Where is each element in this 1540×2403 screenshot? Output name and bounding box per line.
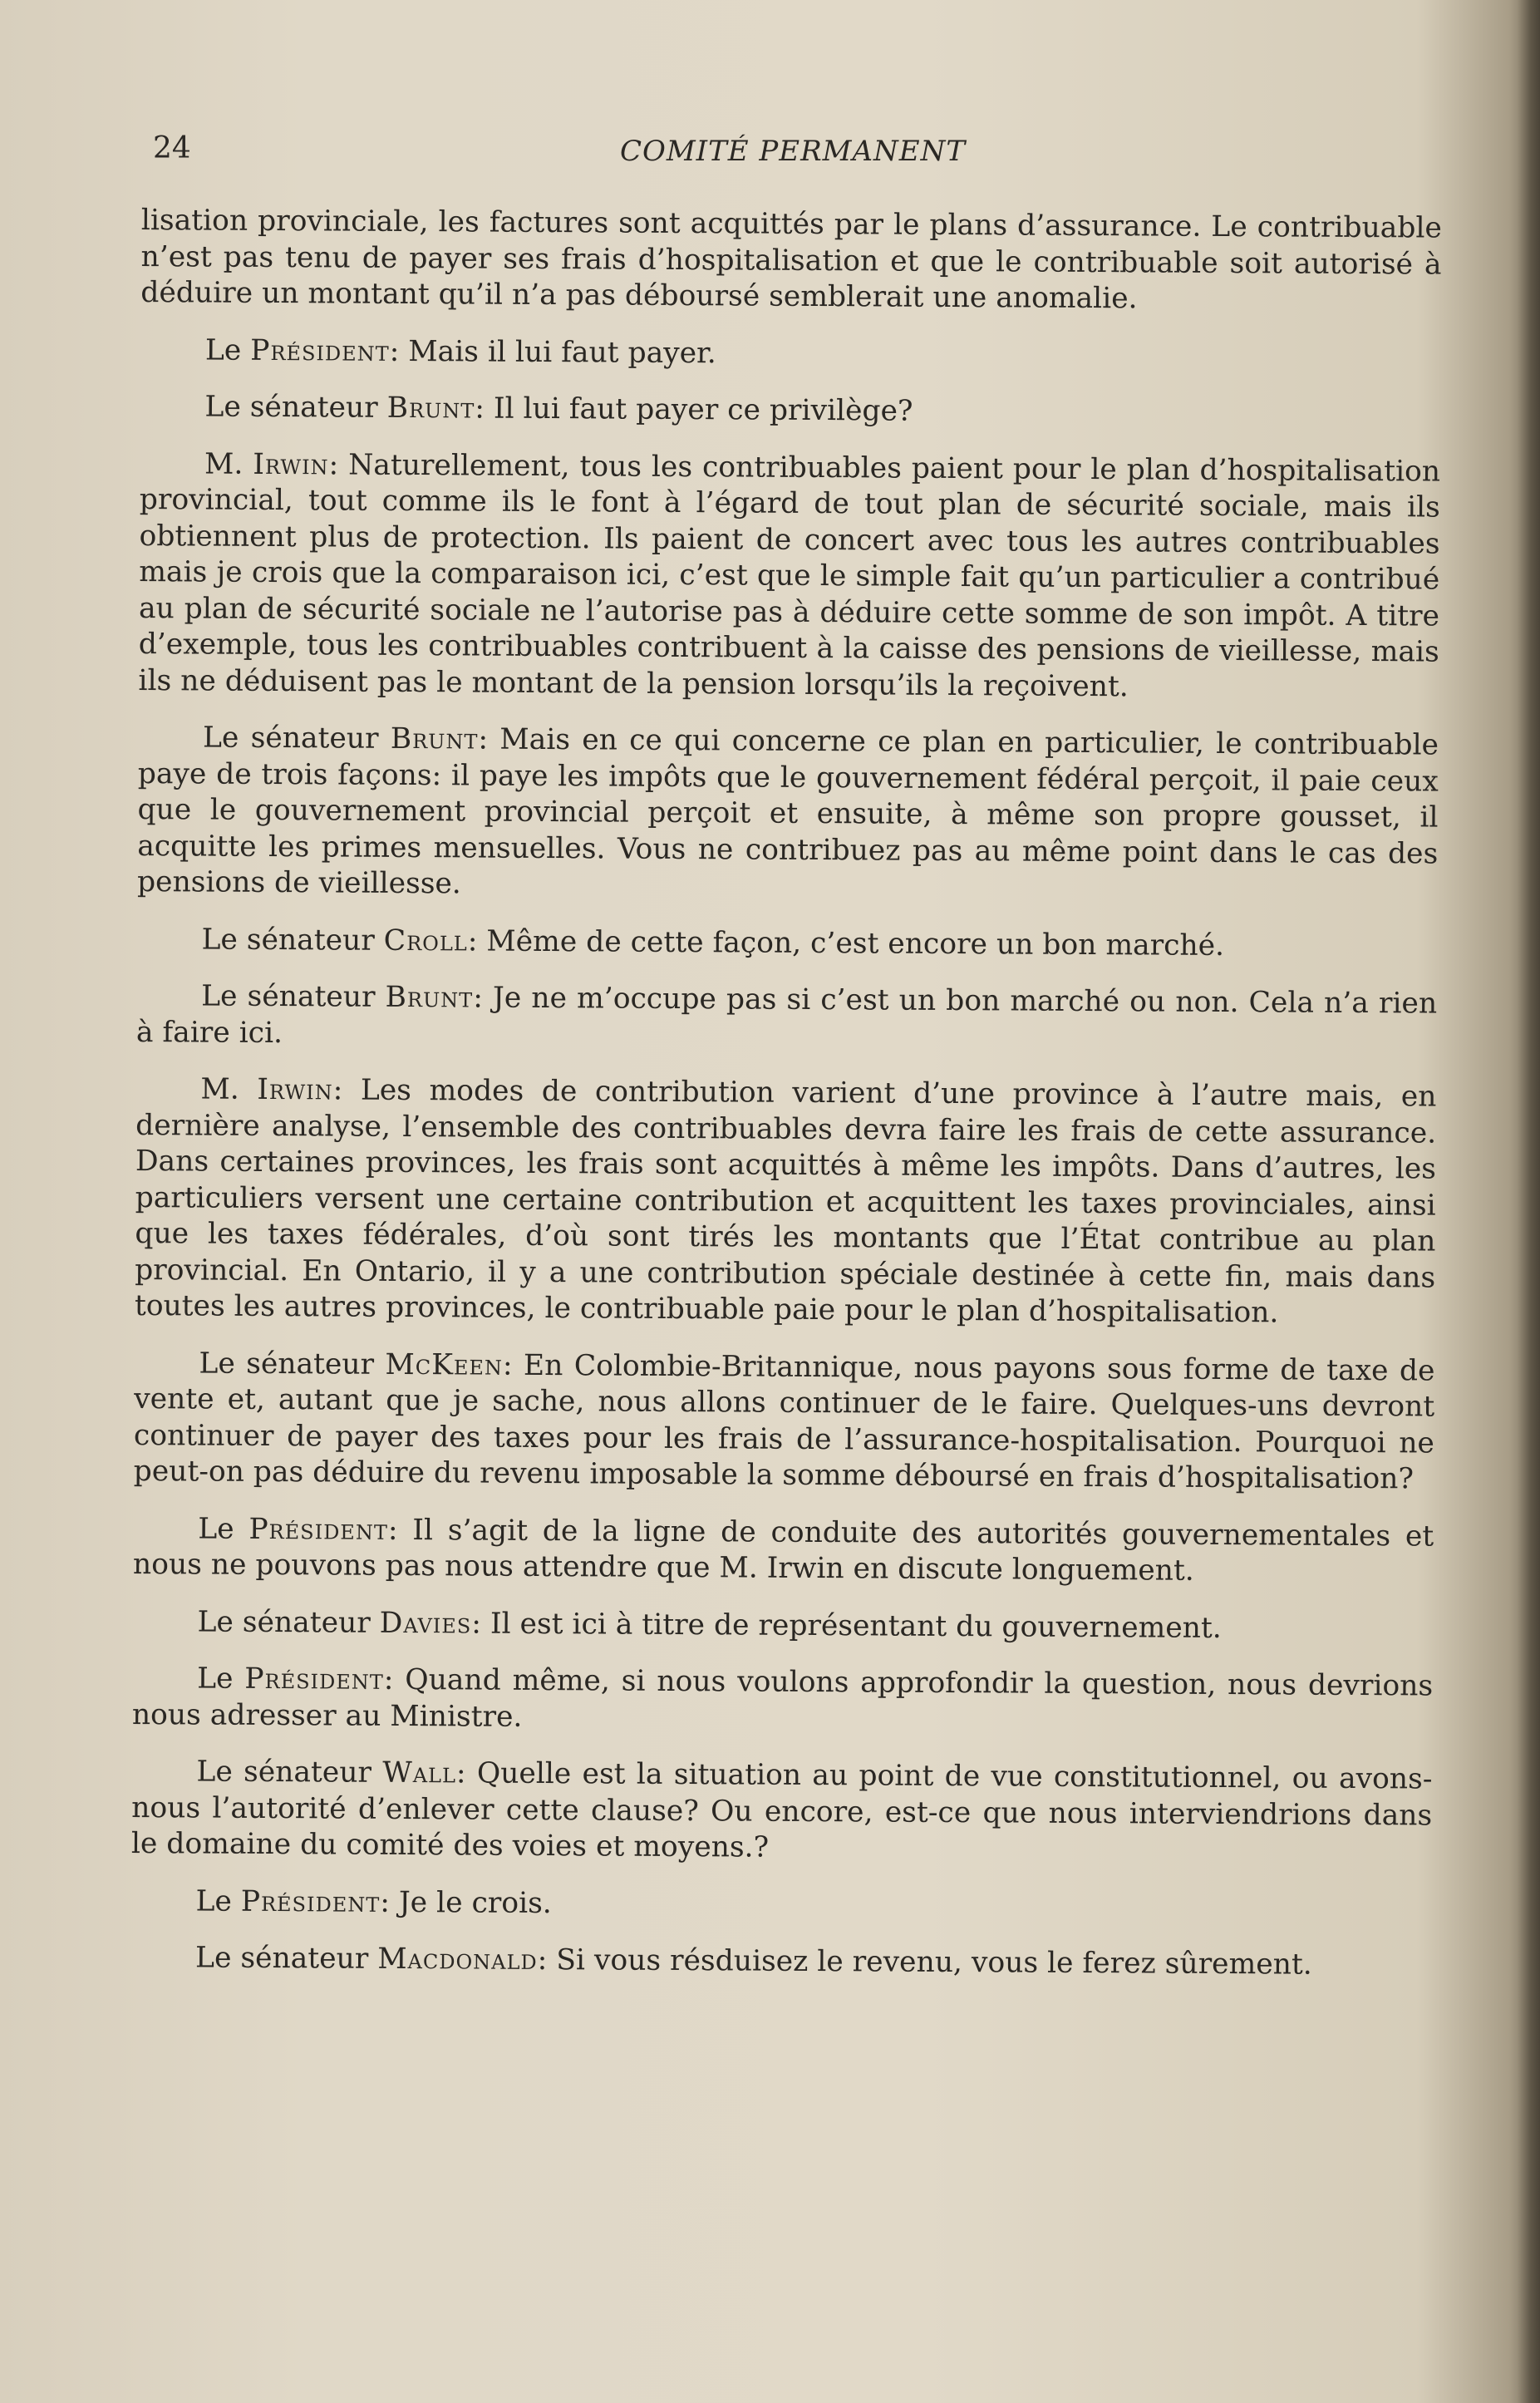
speaker-name: Davies <box>379 1606 472 1640</box>
paragraph-text: : Je ne m’occupe pas si c’est un bon marché ou non. Cela n’a rien à faire ici. <box>135 981 1438 1050</box>
speaker-prefix: Le sénateur <box>202 721 391 756</box>
running-title: COMITÉ PERMANENT <box>619 135 967 168</box>
paragraph-text: : Il lui faut payer ce privilège? <box>475 391 913 428</box>
page-number: 24 <box>153 131 191 165</box>
speaker-name: Président <box>240 1884 381 1919</box>
paragraph-text: : Même de cette façon, c’est encore un bon marché. <box>467 923 1225 963</box>
paragraph <box>131 1754 1433 1870</box>
speaker-name: Président <box>248 1512 389 1547</box>
paragraph <box>140 203 1442 319</box>
speaker-prefix: Le sénateur <box>194 1941 378 1976</box>
paragraph <box>135 1071 1437 1332</box>
speaker-prefix: Le <box>198 1511 249 1546</box>
paragraph-text: : Les modes de contribution varient d’une province à l’autre mais, en dernière analyse, l’ensemble des contribuables devra faire les frais de cette assurance. Dans certaines provinces, les frais sont acquittés à même les impôts. Dans d’autres, les particuliers versent une certaine contribution et acquittent les taxes provinciales, ainsi que les taxes fédérales, d’où sont tirés les montants que l’État contribue au plan provincial. En Ontario, il y a une contribution spéciale destinée à cette fin, mais dans toutes les autres provinces, le contribuable paie pour le plan d’hospitalisation. <box>134 1073 1437 1330</box>
speaker-name: Irwin <box>257 1072 333 1107</box>
speaker-prefix: Le sénateur <box>204 390 387 425</box>
speaker-name: Macdonald <box>377 1942 538 1977</box>
paragraph-text: : Mais il lui faut payer. <box>389 334 716 370</box>
paragraph <box>133 1510 1434 1591</box>
paragraph <box>130 1940 1431 1984</box>
paragraph-text: lisation provinciale, les factures sont acquittés par le plans d’assurance. Le contribuable n’est pas tenu de payer ses frais d’hospitalisation et que le contribuable soit autorisé à déduire un montant qu’il n’a pas déboursé semblerait une anomalie. <box>140 203 1442 316</box>
paragraph <box>132 1603 1433 1647</box>
speaker-prefix: Le sénateur <box>201 979 386 1014</box>
paragraph-text: : Il s’agit de la ligne de conduite des autorités gouvernementales et nous ne pouvons pas nous attendre que M. Irwin en discute longuement. <box>132 1513 1434 1588</box>
speaker-name: Croll <box>383 923 468 958</box>
page-header <box>153 131 1433 181</box>
paragraph <box>140 332 1441 376</box>
paragraph-text: : Quelle est la situation au point de vue constitutionnel, ou avons-nous l’autorité d’enlever cette clause? Ou encore, est-ce que nous interviendrions dans le domaine du comité des voies et moyens.? <box>130 1756 1433 1864</box>
speaker-name: Irwin <box>253 447 329 481</box>
paragraph-text: : Mais en ce qui concerne ce plan en particulier, le contribuable paye de trois façons: il paye les impôts que le gouvernement fédéral perçoit, il paie ceux que le gouvernement provincial perçoit et ensuite, à même son propre gousset, il acquitte les primes mensuelles. Vous ne contribuez pas au même point dans le cas des pensions de vieillesse. <box>136 722 1439 901</box>
speaker-prefix: Le <box>195 1883 241 1918</box>
speaker-name: Président <box>244 1662 384 1696</box>
paragraph <box>134 1345 1435 1498</box>
paragraph-text: : Quand même, si nous voulons approfondir la question, nous devrions nous adresser au Ministre. <box>131 1662 1434 1734</box>
speaker-prefix: Le sénateur <box>196 1755 383 1790</box>
speaker-name: Brunt <box>385 980 474 1015</box>
speaker-prefix: Le sénateur <box>201 922 384 958</box>
book-spine-shadow <box>1517 0 1540 2403</box>
paragraph-text: : Il est ici à titre de représentant du gouvernement. <box>471 1606 1222 1645</box>
paragraph-text: : Naturellement, tous les contribuables paient pour le plan d’hospitalisation provincial, tout comme ils le font à l’égard de tout plan de sécurité sociale, mais ils obtiennent plus de protection. Ils paient de concert avec tous les autres contribuables mais je crois que la comparaison ici, c’est que le simple fait qu’un particulier a contribué au plan de sécurité sociale ne l’autorise pas à déduire cette somme de son impôt. A titre d’exemple, tous les contribuables contribuent à la caisse des pensions de vieillesse, mais ils ne déduisent pas le montant de la pension lorsqu’ils la reçoivent. <box>138 447 1441 703</box>
speaker-prefix: Le sénateur <box>197 1604 380 1640</box>
speaker-name: Brunt <box>386 391 475 426</box>
speaker-prefix: Le <box>204 332 251 367</box>
paragraph-text: : Je le crois. <box>380 1885 552 1920</box>
paragraph-text: : Si vous résduisez le revenu, vous le ferez sûrement. <box>537 1943 1312 1982</box>
speaker-name: McKeen <box>385 1347 504 1382</box>
paragraph-text: : En Colombie-Britannique, nous payons sous forme de taxe de vente et, autant que je sache, nous allons continuer de le faire. Quelques-uns devront continuer de payer des taxes pour les frais de l’assurance-hospitalisation. Pourquoi ne peut-on pas déduire du revenu imposable la somme déboursé en frais d’hospitalisation? <box>133 1348 1435 1496</box>
paragraph <box>140 389 1440 433</box>
speaker-prefix: M. <box>204 446 253 481</box>
speaker-name: Wall <box>382 1755 457 1790</box>
body-text <box>130 203 1442 2005</box>
paragraph <box>132 1661 1434 1741</box>
paragraph <box>136 978 1438 1059</box>
paragraph <box>138 446 1440 707</box>
speaker-name: Président <box>250 333 390 368</box>
speaker-name: Brunt <box>390 721 479 756</box>
paragraph <box>130 1883 1431 1927</box>
paragraph <box>137 720 1439 909</box>
speaker-prefix: Le sénateur <box>199 1346 386 1381</box>
speaker-prefix: M. <box>200 1072 258 1106</box>
speaker-prefix: Le <box>197 1662 245 1696</box>
paragraph <box>136 921 1437 965</box>
